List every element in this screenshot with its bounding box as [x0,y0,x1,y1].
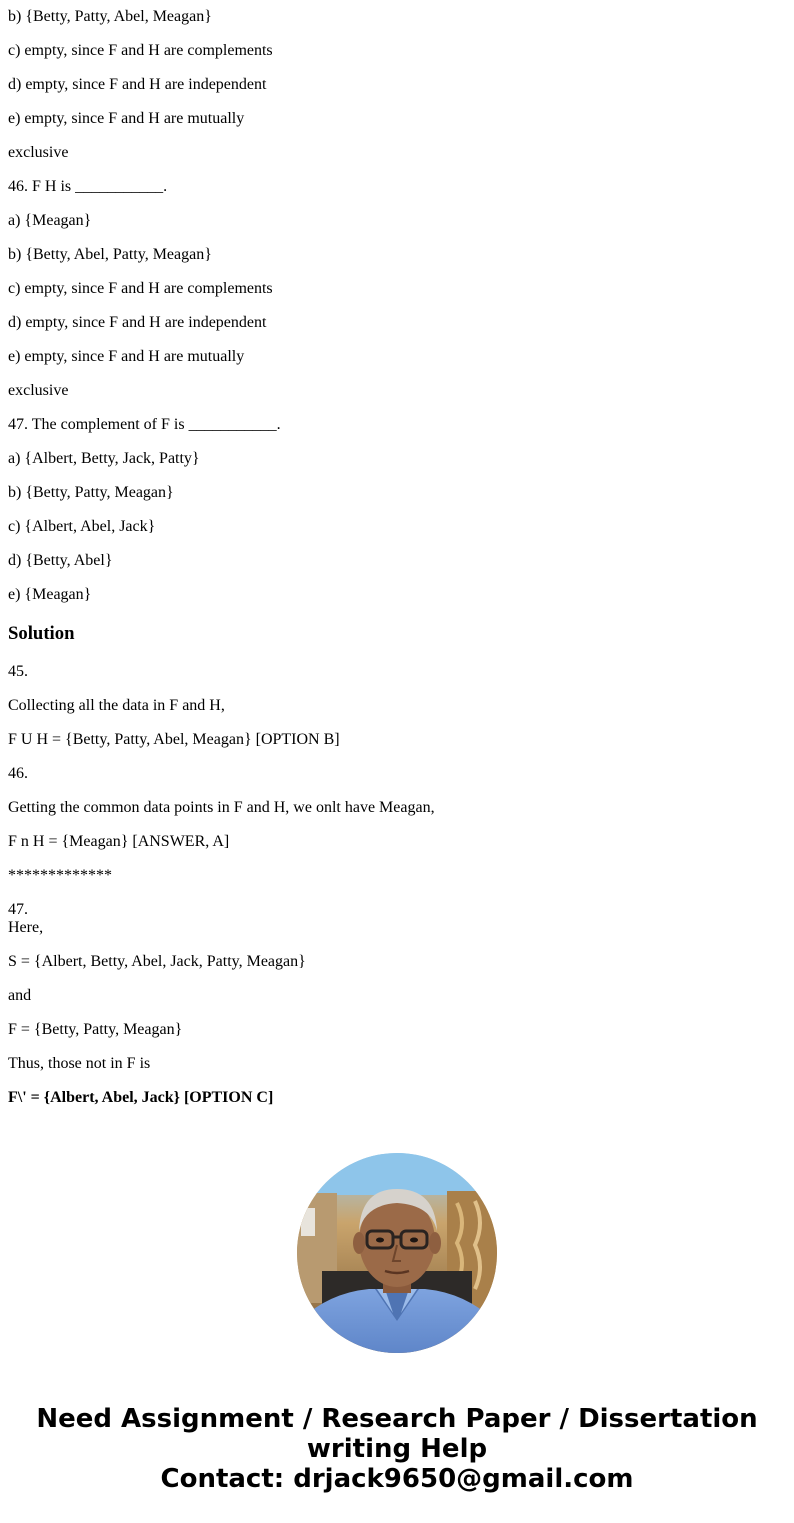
q47-prompt: 47. The complement of F is ___________. [8,416,281,433]
q47-option-b: b) {Betty, Patty, Meagan} [8,484,174,501]
promo-banner [0,1404,794,1494]
avatar-illustration [297,1153,497,1353]
solution-heading: Solution [8,623,75,644]
solution-46-line1: Getting the common data points in F and H, we onlt have Meagan, [8,799,435,816]
q47-option-e: e) {Meagan} [8,586,92,603]
q45-option-c: c) empty, since F and H are complements [8,42,273,59]
solution-46-number: 46. [8,765,28,782]
q46-option-e: e) empty, since F and H are mutually [8,348,245,365]
solution-45-line1: Collecting all the data in F and H, [8,697,225,714]
solution-47-thus: Thus, those not in F is [8,1055,151,1072]
q47-option-d: d) {Betty, Abel} [8,552,113,569]
solution-47-number: 47. [8,901,28,918]
q46-prompt: 46. F H is ___________. [8,178,168,195]
separator-stars: ************* [8,867,112,884]
solution-47-f-set: F = {Betty, Patty, Meagan} [8,1021,183,1038]
q46-option-a: a) {Meagan} [8,212,92,229]
q46-option-b: b) {Betty, Abel, Patty, Meagan} [8,246,212,263]
solution-47-answer: F\' = {Albert, Abel, Jack} [OPTION C] [8,1089,274,1106]
tutor-avatar [297,1153,497,1353]
solution-45-answer: F U H = {Betty, Patty, Abel, Meagan} [OPTION B] [8,731,340,748]
promo-line-1: Need Assignment / Research Paper / Dissertation [36,1404,758,1434]
promo-line-2: writing Help [306,1434,488,1464]
solution-45-number: 45. [8,663,28,680]
promo-contact-line: Contact: drjack9650@gmail.com [160,1464,634,1494]
q46-option-d: d) empty, since F and H are independent [8,314,267,331]
q47-option-a: a) {Albert, Betty, Jack, Patty} [8,450,200,467]
solution-47-s-set: S = {Albert, Betty, Abel, Jack, Patty, Meagan} [8,953,306,970]
q45-option-d: d) empty, since F and H are independent [8,76,267,93]
q46-option-e-continued: exclusive [8,382,69,399]
solution-46-answer: F n H = {Meagan} [ANSWER, A] [8,833,230,850]
q47-option-c: c) {Albert, Abel, Jack} [8,518,156,535]
q46-option-c: c) empty, since F and H are complements [8,280,273,297]
solution-47-and: and [8,987,32,1004]
q45-option-e-continued: exclusive [8,144,69,161]
solution-47-here: Here, [8,919,44,936]
q45-option-b: b) {Betty, Patty, Abel, Meagan} [8,8,212,25]
q45-option-e: e) empty, since F and H are mutually [8,110,245,127]
